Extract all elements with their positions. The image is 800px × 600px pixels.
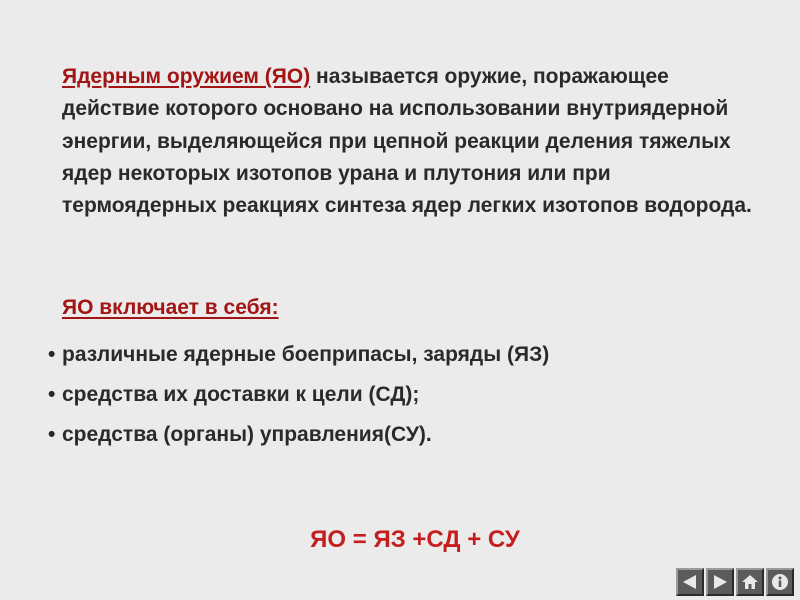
home-button[interactable] <box>736 568 764 596</box>
definition-text: называется оружие, поражающее действие которого основано на использовании внутриядерной энергии, выделяющейся при цепной реакции деления тяжелых ядер некоторых изотопов урана и плутония или при термоядерных реакциях синтеза ядер легких изотопов водорода. <box>62 65 752 218</box>
slide-navigation <box>676 568 794 596</box>
list-item <box>48 380 549 420</box>
info-button[interactable] <box>766 568 794 596</box>
list-item-text: средства (органы) управления(СУ). <box>62 423 432 446</box>
back-icon <box>681 573 699 591</box>
back-button[interactable] <box>676 568 704 596</box>
forward-icon <box>711 573 729 591</box>
bullet: • <box>48 423 56 446</box>
home-icon <box>741 573 759 591</box>
bullet: • <box>48 383 56 406</box>
definition-term: Ядерным оружием (ЯО) <box>62 65 311 88</box>
list-item-text: различные ядерные боеприпасы, заряды (ЯЗ) <box>62 343 550 366</box>
list-item <box>48 340 549 380</box>
list-item <box>48 420 549 460</box>
list-item-text: средства их доставки к цели (СД); <box>62 383 420 406</box>
forward-button[interactable] <box>706 568 734 596</box>
definition-paragraph <box>62 61 762 222</box>
formula: ЯО = ЯЗ +СД + СУ <box>310 526 520 553</box>
includes-heading: ЯО включает в себя: <box>62 296 279 319</box>
info-icon <box>771 573 789 591</box>
components-list <box>48 340 549 460</box>
bullet: • <box>48 343 56 366</box>
